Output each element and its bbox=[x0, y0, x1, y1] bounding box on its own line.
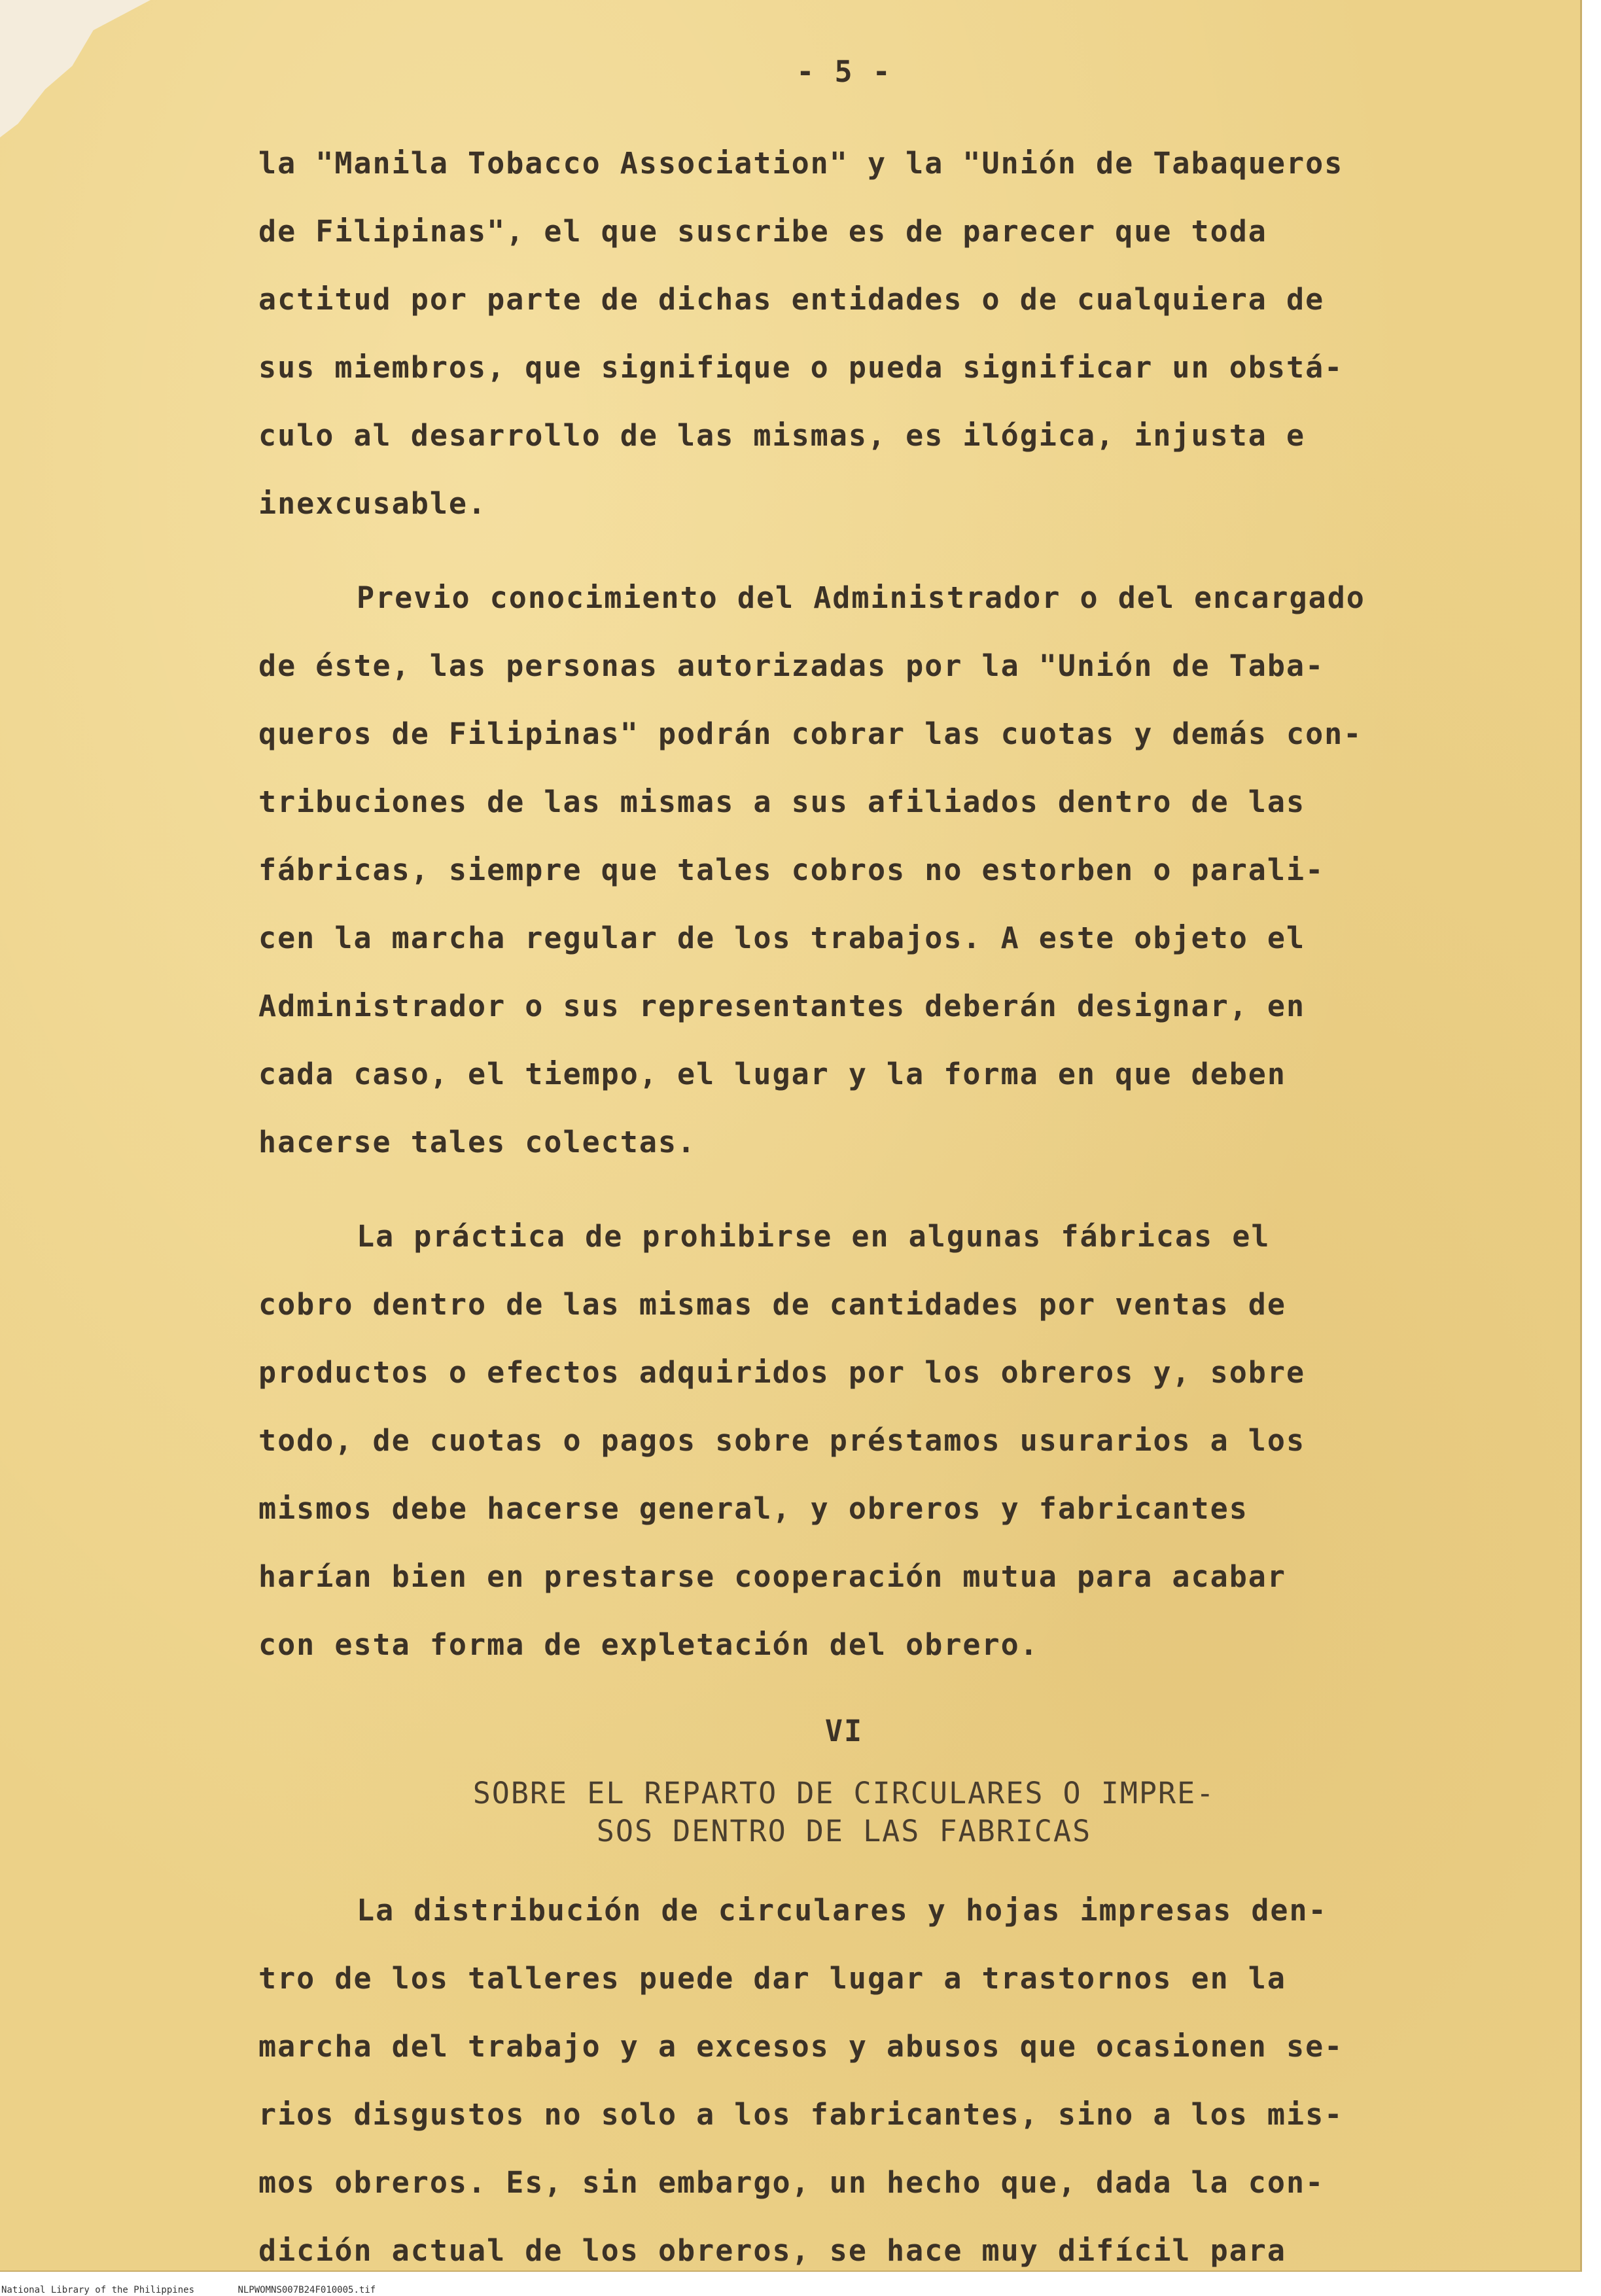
text-line: mismos debe hacerse general, y obreros y fabricantes bbox=[258, 1491, 1248, 1526]
text-line: tro de los talleres puede dar lugar a trastornos en la bbox=[258, 1961, 1286, 1996]
torn-corner bbox=[0, 0, 150, 137]
bottom-paragraphs bbox=[258, 1877, 1430, 2285]
text-line: con esta forma de expletación del obrero. bbox=[258, 1627, 1039, 1662]
footer bbox=[0, 2284, 1601, 2296]
text-line: de éste, las personas autorizadas por la "Unión de Taba- bbox=[258, 648, 1325, 683]
text-line: actitud por parte de dichas entidades o de cualquiera de bbox=[258, 282, 1325, 317]
footer-source: National Library of the Philippines bbox=[1, 2285, 195, 2295]
text-line: inexcusable. bbox=[258, 486, 487, 521]
document-body bbox=[258, 52, 1430, 2296]
text-line: sus miembros, que signifique o pueda significar un obstá- bbox=[258, 350, 1344, 385]
footer-filename: NLPWOMNS007B24F010005.tif bbox=[238, 2285, 376, 2295]
top-paragraphs bbox=[258, 130, 1430, 1679]
section-heading-line: SOS DENTRO DE LAS FABRICAS bbox=[596, 1814, 1092, 1848]
page-number: - 5 - bbox=[796, 54, 892, 89]
text-line: de Filipinas", el que suscribe es de parecer que toda bbox=[258, 214, 1267, 249]
text-line: La práctica de prohibirse en algunas fábricas el bbox=[357, 1219, 1271, 1254]
text-line: fábricas, siempre que tales cobros no estorben o parali- bbox=[258, 853, 1325, 887]
paragraph bbox=[258, 130, 1430, 538]
paragraph bbox=[258, 564, 1430, 1176]
paragraph bbox=[258, 1877, 1430, 2285]
section-heading-line: SOBRE EL REPARTO DE CIRCULARES O IMPRE- bbox=[472, 1776, 1216, 1810]
text-line: productos o efectos adquiridos por los obreros y, sobre bbox=[258, 1355, 1306, 1390]
text-line: Previo conocimiento del Administrador o del encargado bbox=[357, 580, 1365, 615]
text-line: dición actual de los obreros, se hace muy difícil para bbox=[258, 2233, 1286, 2268]
paragraph bbox=[258, 1203, 1430, 1679]
text-line: hacerse tales colectas. bbox=[258, 1125, 697, 1159]
text-line: La distribución de circulares y hojas impresas den- bbox=[357, 1893, 1328, 1928]
text-line: mos obreros. Es, sin embargo, un hecho que, dada la con- bbox=[258, 2165, 1325, 2200]
text-line: culo al desarrollo de las mismas, es ilógica, injusta e bbox=[258, 418, 1306, 453]
text-line: harían bien en prestarse cooperación mutua para acabar bbox=[258, 1559, 1286, 1594]
text-line: cada caso, el tiempo, el lugar y la forma en que deben bbox=[258, 1057, 1286, 1091]
text-line: rios disgustos no solo a los fabricantes, sino a los mis- bbox=[258, 2097, 1344, 2132]
text-line: marcha del trabajo y a excesos y abusos que ocasionen se- bbox=[258, 2029, 1344, 2064]
text-line: cobro dentro de las mismas de cantidades por ventas de bbox=[258, 1287, 1286, 1322]
text-line: tribuciones de las mismas a sus afiliados dentro de las bbox=[258, 785, 1306, 819]
text-line: cen la marcha regular de los trabajos. A este objeto el bbox=[258, 921, 1306, 955]
section-number: VI bbox=[824, 1714, 864, 1748]
text-line: queros de Filipinas" podrán cobrar las cuotas y demás con- bbox=[258, 716, 1363, 751]
text-line: todo, de cuotas o pagos sobre préstamos usurarios a los bbox=[258, 1423, 1306, 1458]
text-line: la "Manila Tobacco Association" y la "Unión de Tabaqueros bbox=[258, 146, 1344, 181]
text-line: Administrador o sus representantes deberán designar, en bbox=[258, 989, 1306, 1023]
section-heading bbox=[258, 1775, 1430, 1850]
